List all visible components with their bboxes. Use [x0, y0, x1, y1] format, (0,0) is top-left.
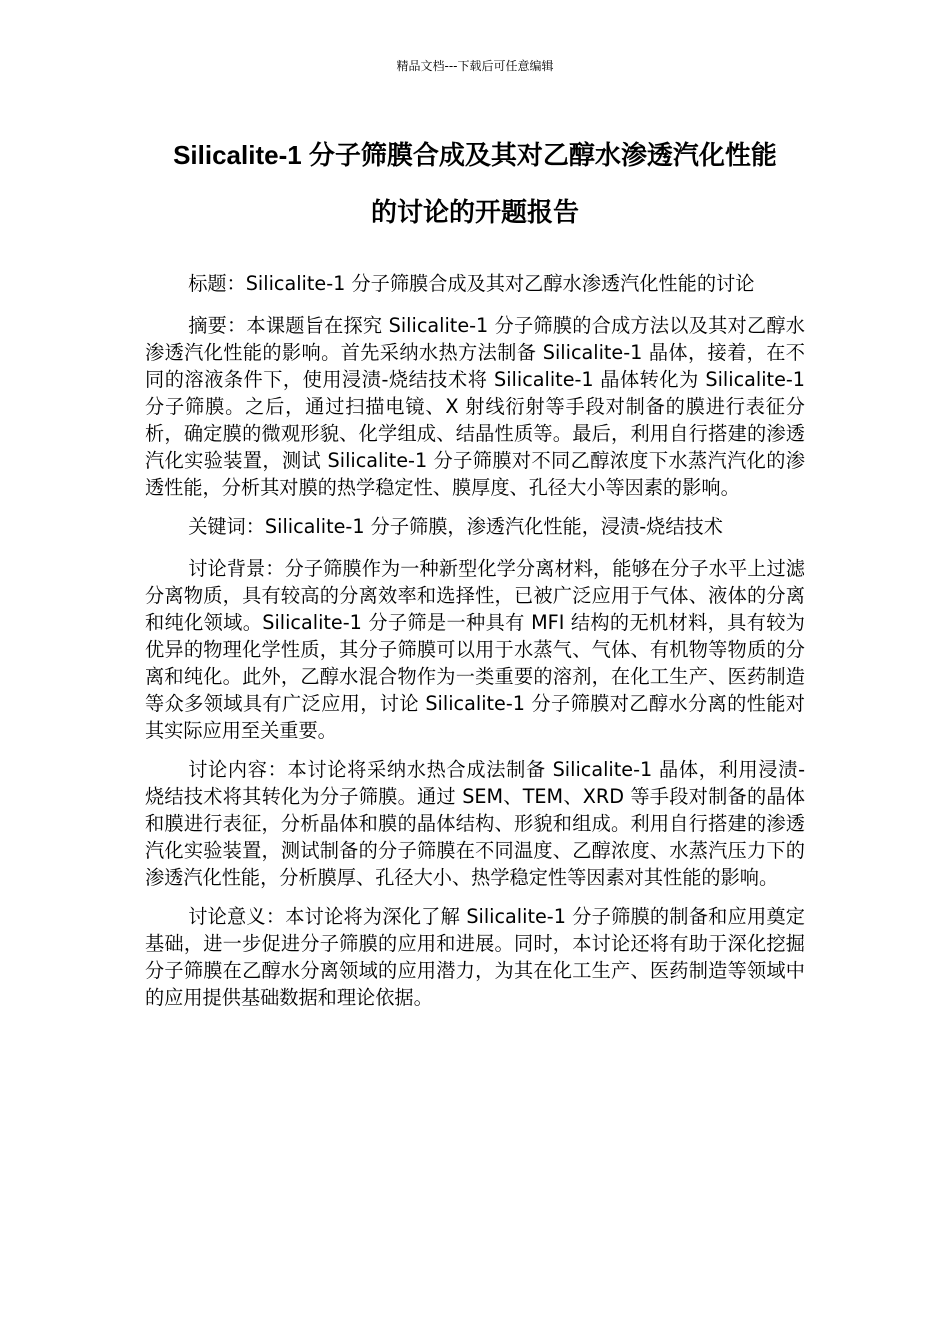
- background-paragraph: 讨论背景：分子筛膜作为一种新型化学分离材料，能够在分子水平上过滤分离物质，具有较高的分离效率和选择性，已被广泛应用于气体、液体的分离和纯化领域。Silicalite-1 分子筛是一种具有 MFI 结构的无机材料，具有较为优异的物理化学性质，其分子筛膜可以用于水蒸气、气体、有机物等物质的分离和纯化。此外，乙醇水混合物作为一类重要的溶剂，在化工生产、医药制造等众多领域具有广泛应用，讨论 Silicalite-1 分子筛膜对乙醇水分离的性能对其实际应用至关重要。: [145, 557, 805, 742]
- subject-paragraph: 标题：Silicalite-1 分子筛膜合成及其对乙醇水渗透汽化性能的讨论: [188, 272, 755, 295]
- document-body: [145, 270, 805, 1023]
- significance-paragraph: 讨论意义：本讨论将为深化了解 Silicalite-1 分子筛膜的制备和应用奠定基础，进一步促进分子筛膜的应用和进展。同时，本讨论还将有助于深化挖掘分子筛膜在乙醇水分离领域的应用潜力，为其在化工生产、医药制造等领域中的应用提供基础数据和理论依据。: [145, 905, 805, 1009]
- document-title-line-1: Silicalite-1 分子筛膜合成及其对乙醇水渗透汽化性能: [173, 140, 777, 170]
- document-title-line-2: 的讨论的开题报告: [370, 197, 579, 227]
- keywords-paragraph: 关键词：Silicalite-1 分子筛膜，渗透汽化性能，浸渍-烧结技术: [188, 515, 723, 538]
- abstract-paragraph: 摘要：本课题旨在探究 Silicalite-1 分子筛膜的合成方法以及其对乙醇水渗透汽化性能的影响。首先采纳水热方法制备 Silicalite-1 晶体，接着，在不同的溶液条件下，使用浸渍-烧结技术将 Silicalite-1 晶体转化为 Silicalite-1 分子筛膜。之后，通过扫描电镜、X 射线衍射等手段对制备的膜进行表征分析，确定膜的微观形貌、化学组成、结晶性质等。最后，利用自行搭建的渗透汽化实验装置，测试 Silicalite-1 分子筛膜对不同乙醇浓度下水蒸汽汽化的渗透性能，分析其对膜的热学稳定性、膜厚度、孔径大小等因素的影响。: [145, 314, 805, 499]
- page-header: 精品文档---下载后可任意编辑: [396, 59, 554, 73]
- content-paragraph: 讨论内容：本讨论将采纳水热合成法制备 Silicalite-1 晶体，利用浸渍-烧结技术将其转化为分子筛膜。通过 SEM、TEM、XRD 等手段对制备的晶体和膜进行表征，分析晶体和膜的晶体结构、形貌和组成。利用自行搭建的渗透汽化实验装置，测试制备的分子筛膜在不同温度、乙醇浓度、水蒸汽压力下的渗透汽化性能，分析膜厚、孔径大小、热学稳定性等因素对其性能的影响。: [145, 758, 805, 889]
